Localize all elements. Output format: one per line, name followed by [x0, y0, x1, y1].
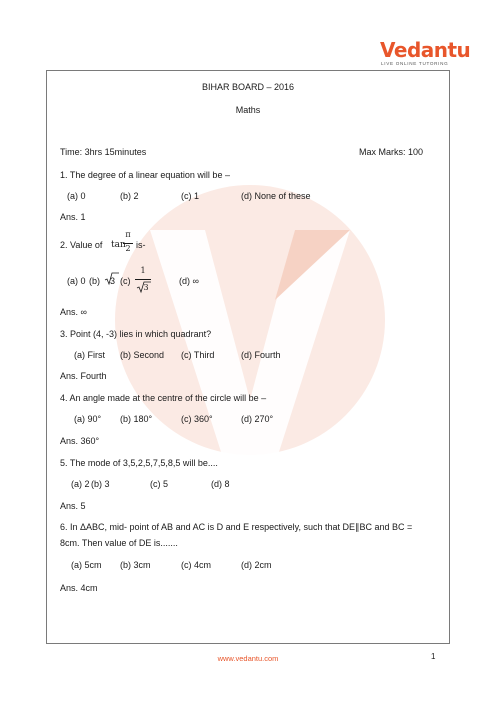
- q2-c-fraction-bar: [135, 279, 151, 280]
- page-number: 1: [431, 652, 436, 661]
- q2-c-num: 1: [140, 266, 146, 275]
- q3-option-d: (d) Fourth: [241, 350, 281, 360]
- question-2-suffix: is-: [136, 240, 146, 250]
- watermark-v-icon: [110, 150, 390, 530]
- q5-answer: Ans. 5: [60, 501, 86, 511]
- question-6-line-1: 6. In ΔABC, mid- point of AB and AC is D and E respectively, such that DE∥BC and BC =: [60, 522, 413, 532]
- q6-option-a: (a) 5cm: [71, 560, 102, 570]
- q6-option-d: (d) 2cm: [241, 560, 272, 570]
- q2-fraction-num: π: [125, 230, 131, 239]
- q2-option-a: (a) 0: [67, 276, 86, 286]
- q4-answer: Ans. 360°: [60, 436, 100, 446]
- q5-option-b: (b) 3: [91, 479, 110, 489]
- q2-tan: tan: [111, 240, 126, 250]
- q3-option-a: (a) First: [74, 350, 105, 360]
- q1-option-a: (a) 0: [67, 191, 86, 201]
- footer-url-link[interactable]: www.vedantu.com: [217, 654, 279, 663]
- brand-tagline: LIVE ONLINE TUTORING: [381, 61, 449, 66]
- question-2-prefix: 2. Value of: [60, 240, 103, 250]
- q2-answer: Ans. ∞: [60, 307, 87, 317]
- question-3: 3. Point (4, -3) lies in which quadrant?: [60, 329, 212, 339]
- q5-option-d: (d) 8: [211, 479, 230, 489]
- board-title: BIHAR BOARD – 2016: [201, 82, 295, 92]
- q2-b-root-value: 3: [110, 276, 116, 286]
- subject-title: Maths: [235, 105, 261, 115]
- q1-option-b: (b) 2: [120, 191, 139, 201]
- q2-fraction-den: 2: [125, 244, 131, 253]
- q6-option-b: (b) 3cm: [120, 560, 151, 570]
- q3-option-c: (c) Third: [181, 350, 215, 360]
- q4-option-b: (b) 180°: [120, 414, 153, 424]
- q4-option-a: (a) 90°: [74, 414, 102, 424]
- q6-answer: Ans. 4cm: [60, 583, 98, 593]
- brand-name: Vedantu: [380, 38, 471, 62]
- q3-answer: Ans. Fourth: [60, 371, 107, 381]
- time-label: Time: 3hrs 15minutes: [60, 147, 147, 157]
- vedantu-logo: [380, 38, 471, 68]
- q2-option-c: (c): [120, 276, 131, 286]
- q2-option-d: (d) ∞: [179, 276, 199, 286]
- q1-option-c: (c) 1: [181, 191, 199, 201]
- q1-option-d: (d) None of these: [241, 191, 311, 201]
- q6-option-c: (c) 4cm: [181, 560, 211, 570]
- q5-option-a: (a) 2: [71, 479, 90, 489]
- question-5: 5. The mode of 3,5,2,5,7,5,8,5 will be....: [60, 458, 218, 468]
- question-6-line-2: 8cm. Then value of DE is.......: [60, 538, 178, 548]
- question-4: 4. An angle made at the centre of the circle will be –: [60, 393, 267, 403]
- q5-option-c: (c) 5: [150, 479, 168, 489]
- q4-option-c: (c) 360°: [181, 414, 213, 424]
- q3-option-b: (b) Second: [120, 350, 165, 360]
- max-marks-label: Max Marks: 100: [359, 147, 424, 157]
- q4-option-d: (d) 270°: [241, 414, 274, 424]
- q2-c-root-value: 3: [143, 283, 149, 292]
- q1-answer: Ans. 1: [60, 212, 86, 222]
- question-1: 1. The degree of a linear equation will be –: [60, 170, 230, 180]
- q2-option-b: (b): [89, 276, 100, 286]
